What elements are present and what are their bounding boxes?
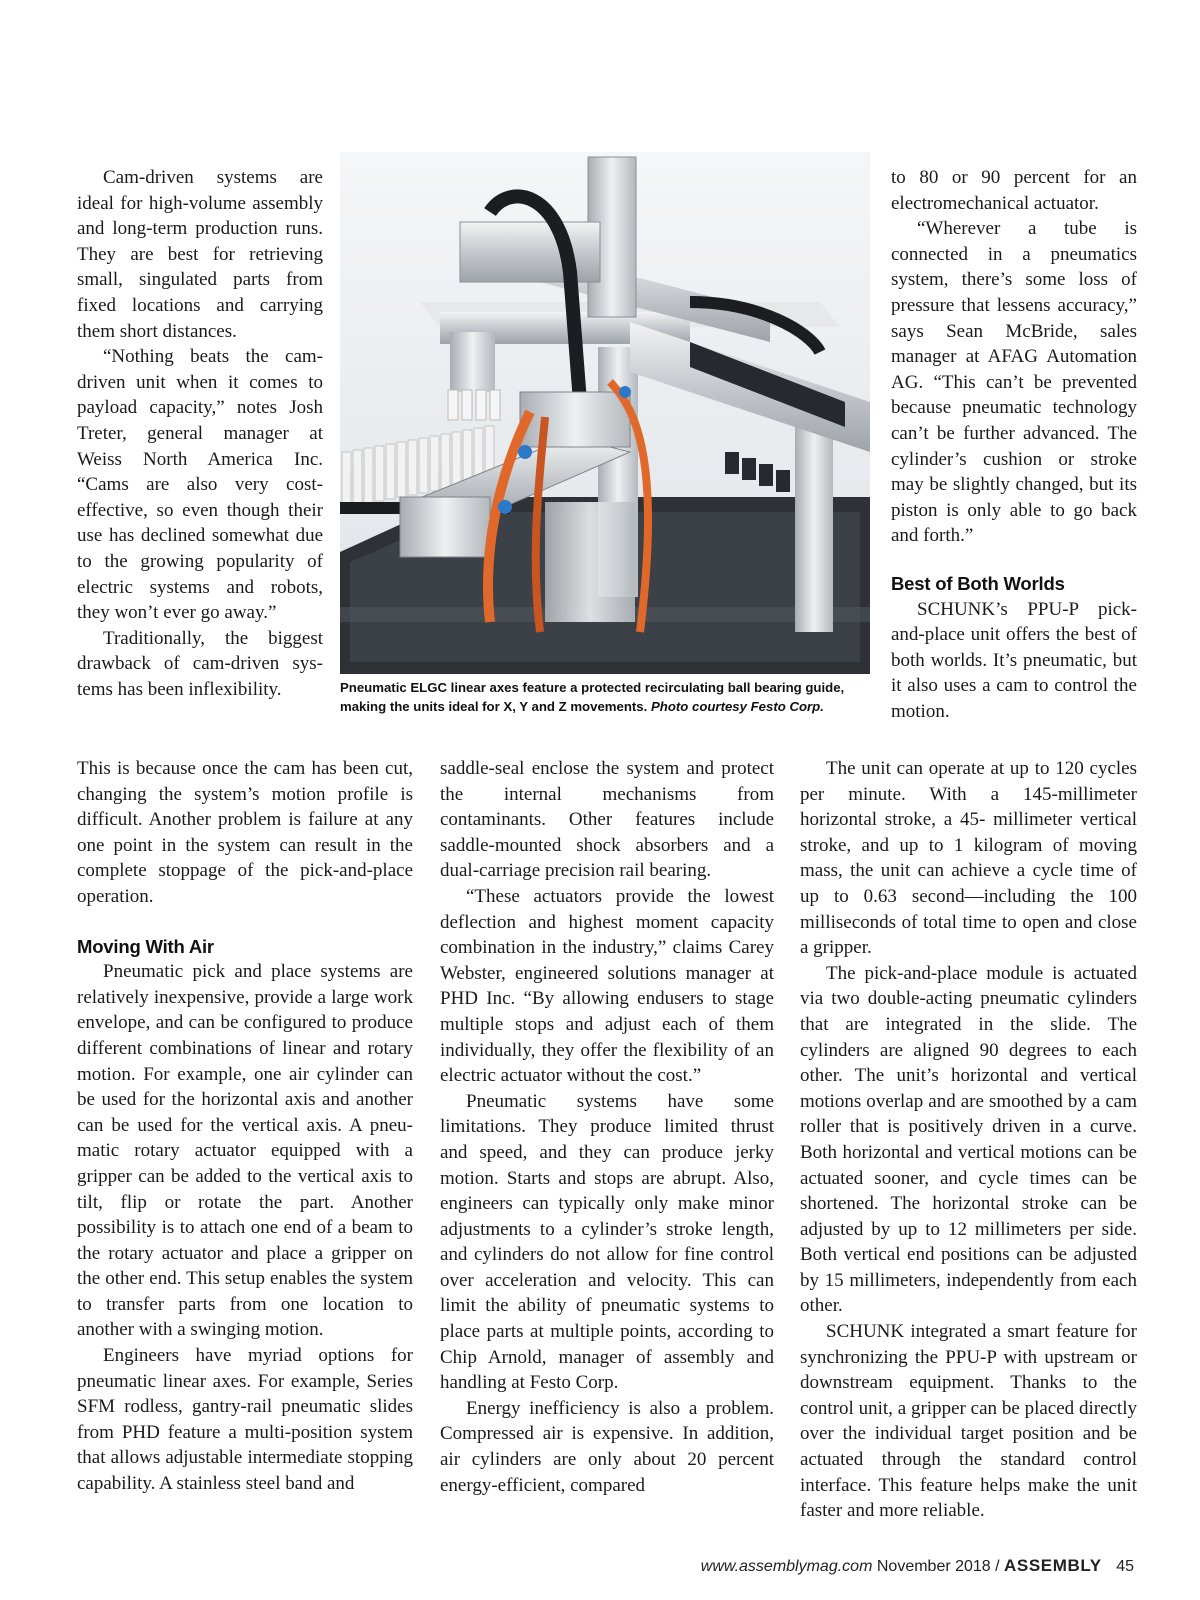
paragraph: to 80 or 90 percent for an electromechanical actuator.: [891, 167, 1137, 214]
paragraph: Engineers have myriad options for pneumatic linear axes. For example, Series SFM rodless, gantry-rail pneumatic slides from PHD feature a multi-position system that allows adjustable intermediate stopping capability. A stainless steel band and: [77, 1345, 413, 1495]
paragraph: Traditionally, the biggest drawback of cam-driven systems has been inflexibility.: [77, 627, 323, 700]
footer-url: www.assemblymag.com: [700, 1558, 873, 1575]
paragraph: “Nothing beats the camdriven unit when it comes to payload capacity,” notes Josh Treter, general manager at Weiss North America Inc. “Cams are also very costeffective, so even though their use has declined somewhat due to the growing popularity of electric systems and robots, they won’t ever go away.”: [77, 346, 323, 624]
page-footer: [701, 1556, 1134, 1576]
section-heading-best-of-both-worlds: Best of Both Worlds: [891, 572, 1065, 594]
caption-text: Pneumatic ELGC linear axes feature a protected recirculating ball bearing guide, making the units ideal for X, Y and Z movements.: [340, 680, 845, 714]
column-1-top: [77, 165, 323, 702]
paragraph: Pneumatic systems have some limitations. They produce limited thrust and speed, and they can produce jerky motion. Starts and stops are abrupt. Also, engineers can typically only make minor adjustments to a cylinder’s stroke length, and cylinders do not allow for fine control over acceleration and velocity. This can limit the ability of pneumatic systems to place parts at multiple points, according to Chip Arnold, manager of assembly and handling at Festo Corp.: [440, 1090, 774, 1394]
column-2: [440, 756, 774, 1498]
photo-caption: [340, 678, 860, 716]
column-3-top: [891, 165, 1137, 724]
product-photo: [340, 152, 870, 674]
column-3-bottom: [800, 756, 1137, 1524]
paragraph: Energy inefficiency is also a problem. Compressed air is expensive. In addition, air cylinders are only about 20 percent energy-efficient, compared: [440, 1397, 774, 1496]
paragraph: “Wherever a tube is connected in a pneumatics system, there’s some loss of pressure that lessens accuracy,” says Sean McBride, sales manager at AFAG Automation AG. “This can’t be prevented because pneumatic technology can’t be further advanced. The cylinder’s cushion or stroke may be slightly changed, but its piston is only able to go back and forth.”: [891, 218, 1137, 547]
footer-brand: ASSEMBLY: [1004, 1556, 1102, 1575]
column-1-bottom: [77, 756, 413, 1497]
paragraph: “These actuators provide the lowest deflection and highest moment capacity combination in the industry,” claims Carey Webster, engineered solutions manager at PHD Inc. “By allowing endusers to stage multiple stops and adjust each of them individually, they offer the flexibility of an electric actuator without the cost.”: [440, 885, 774, 1087]
paragraph: saddle-seal enclose the system and protect the internal mechanisms from contaminants. Other features include saddle-mounted shock absorbers and a dual-carriage precision rail bearing.: [440, 758, 774, 882]
paragraph: The unit can operate at up to 120 cycles per minute. With a 145-millimeter horizontal stroke, a 45- millimeter vertical stroke, and up to 1 kilogram of moving mass, the unit can achieve a cycle time of up to 0.63 second—including the 100 milliseconds of total time to open and close a gripper.: [800, 758, 1137, 959]
paragraph: This is because once the cam has been cut, changing the system’s motion profile is difficult. Another problem is failure at any one point in the system can result in the complete stoppage of the pick-and-place operation.: [77, 758, 413, 907]
footer-date: November 2018 /: [876, 1558, 1000, 1575]
paragraph: SCHUNK’s PPU-P pick-and-place unit offers the best of both worlds. It’s pneumatic, but it also uses a cam to control the motion.: [891, 598, 1137, 722]
paragraph: The pick-and-place module is actuated via two double-acting pneumatic cylinders that are integrated in the slide. The cylinders are aligned 90 degrees to each other. The unit’s horizontal and vertical motions overlap and are smoothed by a cam roller that is positively driven in a curve. Both horizontal and vertical motions can be actuated sooner, and cycle times can be shortened. The horizontal stroke can be adjusted by up to 12 millimeters per side. Both vertical end positions can be adjusted by 15 millimeters, independently from each other.: [800, 962, 1137, 1317]
paragraph: Pneumatic pick and place systems are relatively inexpensive, provide a large work envelope, and can be configured to produce different combinations of linear and rotary motion. For example, one air cylinder can be used for the horizontal axis and another can be used for the vertical axis. A pneumatic rotary actuator equipped with a gripper can be added to the vertical axis to tilt, flip or rotate the part. Another possibility is to attach one end of a beam to the rotary actuator and place a gripper on the other end. This setup enables the system to transfer parts from one location to another with a swinging motion.: [77, 961, 413, 1341]
page-number: 45: [1116, 1558, 1134, 1575]
caption-credit: Photo courtesy Festo Corp.: [650, 699, 824, 714]
paragraph: SCHUNK integrated a smart feature for synchronizing the PPU-P with upstream or downstream equipment. Thanks to the control unit, a gripper can be placed directly over the individual target position and be actuated through the standard control interface. This feature helps make the unit faster and more reliable.: [800, 1321, 1137, 1522]
pneumatic-gantry-illustration: [340, 152, 870, 674]
section-heading-moving-with-air: Moving With Air: [77, 935, 214, 957]
paragraph: Cam-driven systems are ideal for high-volume assembly and long-term production runs. They are best for retrieving small, singulated parts from fixed locations and carrying them short distances.: [77, 167, 323, 342]
